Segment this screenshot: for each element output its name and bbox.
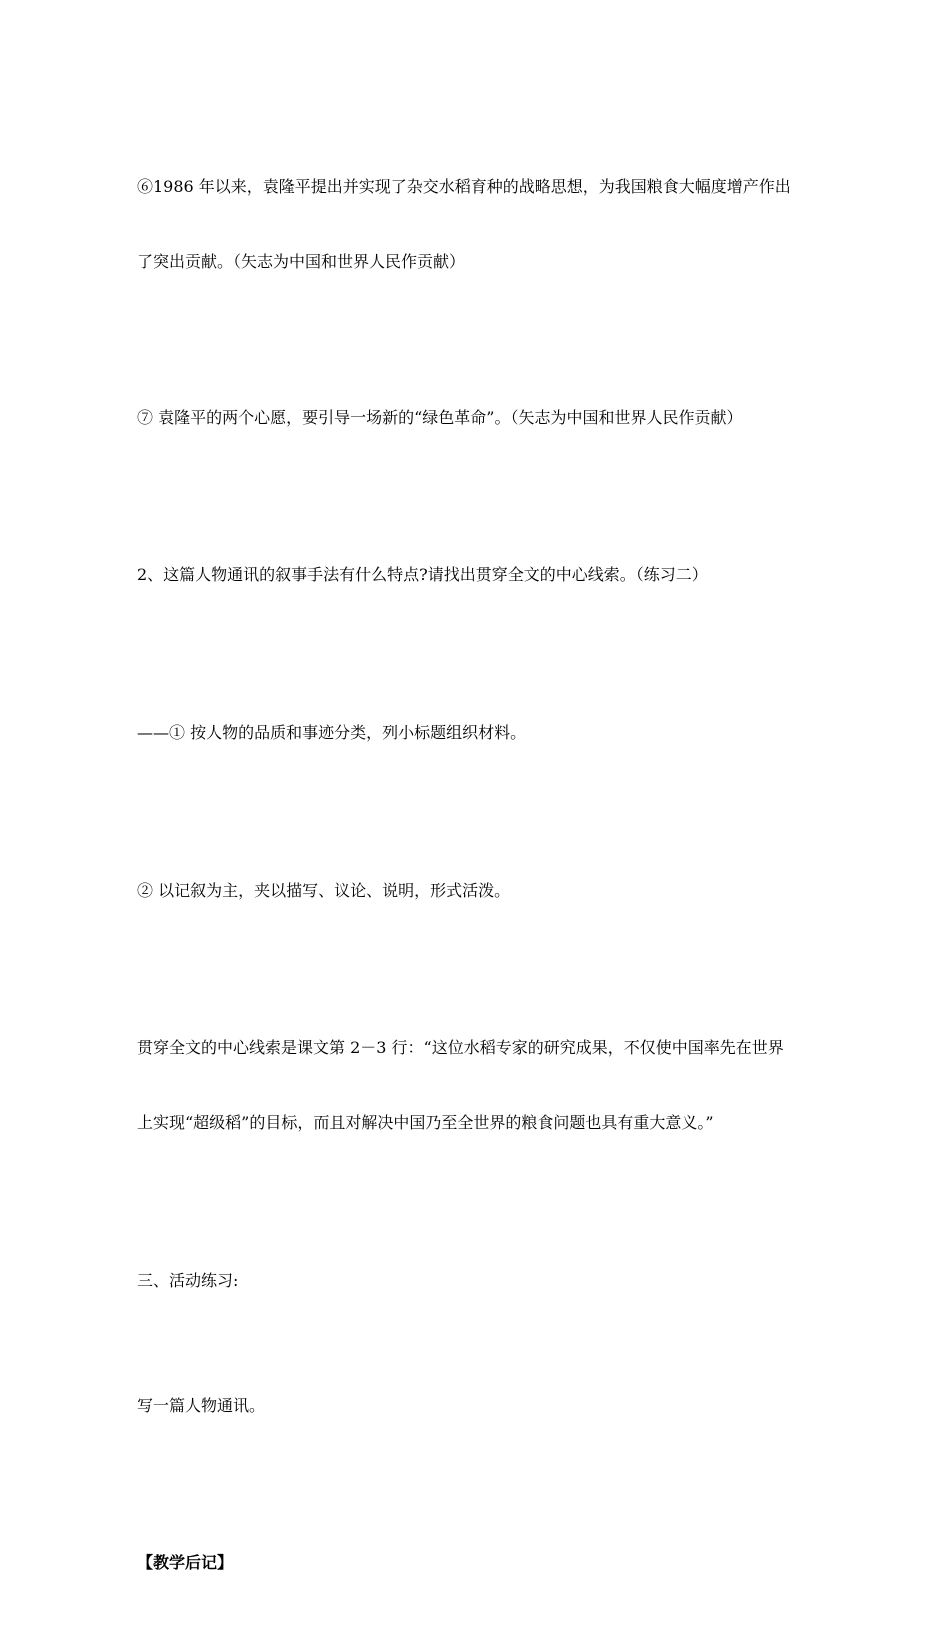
question-2 bbox=[137, 512, 827, 637]
paragraph-line: 2、这篇人物通讯的叙事手法有什么特点?请找出贯穿全文的中心线索。（练习二） bbox=[137, 565, 708, 584]
paragraph-item-7 bbox=[137, 355, 827, 480]
central-clue-paragraph bbox=[137, 985, 827, 1185]
document-page bbox=[137, 124, 827, 1625]
paragraph-line: 了突出贡献。（矢志为中国和世界人民作贡献） bbox=[137, 252, 466, 271]
paragraph-line: 贯穿全文的中心线索是课文第 2－3 行：“这位水稻专家的研究成果，不仅使中国率先在世界 bbox=[137, 1038, 784, 1057]
answer-point-1 bbox=[137, 670, 827, 795]
paragraph-line: 三、活动练习: bbox=[137, 1271, 239, 1290]
section-3-task bbox=[137, 1343, 827, 1468]
paragraph-line: ② 以记叙为主，夹以描写、议论、说明，形式活泼。 bbox=[137, 881, 511, 900]
paragraph-line: ⑦ 袁隆平的两个心愿，要引导一场新的“绿色革命”。（矢志为中国和世界人民作贡献） bbox=[137, 408, 743, 427]
paragraph-line: ⑥1986 年以来，袁隆平提出并实现了杂交水稻育种的战略思想，为我国粮食大幅度增产作出 bbox=[137, 177, 791, 196]
paragraph-line: ——① 按人物的品质和事迹分类，列小标题组织材料。 bbox=[137, 723, 527, 742]
postscript-heading bbox=[137, 1500, 827, 1625]
section-3-title bbox=[137, 1218, 827, 1343]
paragraph-line: 【教学后记】 bbox=[137, 1553, 234, 1572]
paragraph-line: 写一篇人物通讯。 bbox=[137, 1396, 266, 1415]
answer-point-2 bbox=[137, 828, 827, 953]
paragraph-item-6 bbox=[137, 124, 827, 324]
paragraph-line: 上实现“超级稻”的目标，而且对解决中国乃至全世界的粮食问题也具有重大意义。” bbox=[137, 1113, 714, 1132]
